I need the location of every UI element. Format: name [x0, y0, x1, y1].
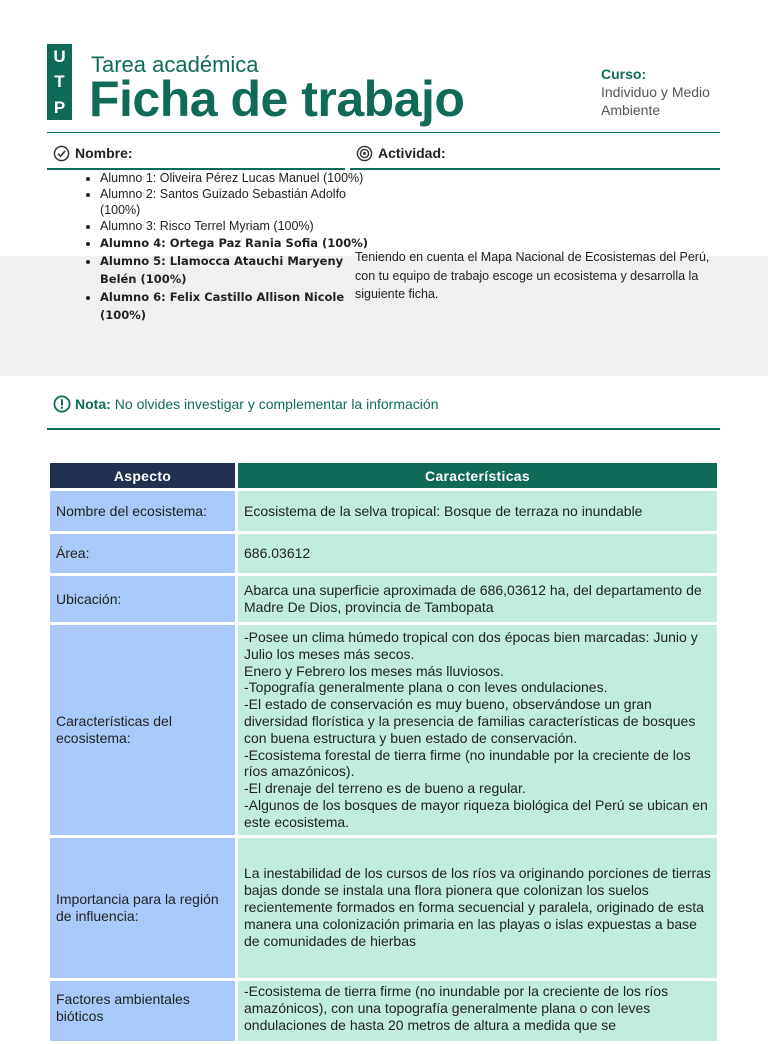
header-divider [47, 132, 720, 133]
list-item: • Alumno 1: Oliveira Pérez Lucas Manuel (100%) [100, 170, 375, 186]
exclamation-circle-icon [53, 395, 71, 413]
list-item: • Alumno 2: Santos Guizado Sebastián Adolfo (100%) [100, 186, 375, 218]
aspect-cell: Importancia para la región de influencia: [50, 838, 235, 978]
utp-logo [47, 44, 72, 120]
curso-value: Individuo y Medio Ambiente [601, 84, 710, 118]
ficha-table [47, 460, 720, 1044]
aspect-cell: Características del ecosistema: [50, 625, 235, 835]
table-header-row [50, 463, 717, 488]
document-subtitle: Tarea académica [91, 52, 259, 77]
value-cell: -Ecosistema de tierra firme (no inundable por la creciente de los ríos amazónicos), con una topografía generalmente plana o con leves ondulaciones de hasta 20 metros de altura a medida que se [238, 981, 717, 1041]
logo-letter-t: T [54, 72, 65, 92]
caracteristicas-header: Características [238, 463, 717, 488]
actividad-heading [356, 138, 446, 168]
value-cell: -Posee un clima húmedo tropical con dos épocas bien marcadas: Junio y Julio los meses más secos. Enero y Febrero los meses más lluviosos. -Topografía generalmente plana o con leves ondulaciones. -El estado de conservación es muy bueno, observándose un gran diversidad florística y la presencia de familias características de bosques con buena estructura y buen estado de conservación. -Ecosistema forestal de tierra firme (no inundable por la creciente de los ríos amazónicos). -El drenaje del terreno es de bueno a regular. -Algunos de los bosques de mayor riqueza biológica del Perú se ubican en este ecosistema. [238, 625, 717, 835]
actividad-label: Actividad: [378, 145, 446, 161]
list-item: • Alumno 4: Ortega Paz Rania Sofia (100%) [100, 234, 375, 252]
table-row [50, 576, 717, 622]
nota-line [53, 395, 438, 413]
logo-letter-p: P [53, 97, 66, 117]
aspect-cell: Factores ambientales bióticos [50, 981, 235, 1041]
table-row [50, 838, 717, 978]
logo-letter-u: U [53, 47, 66, 67]
value-cell: Ecosistema de la selva tropical: Bosque de terraza no inundable [238, 491, 717, 531]
nombre-label: Nombre: [75, 145, 133, 161]
nota-divider [47, 428, 720, 430]
document-title: Ficha de trabajo [89, 71, 465, 127]
nota-text: No olvides investigar y complementar la información [114, 396, 439, 412]
aspecto-header: Aspecto [50, 463, 235, 488]
target-icon [356, 145, 373, 162]
nombre-heading [53, 138, 133, 168]
check-circle-icon [53, 145, 70, 162]
actividad-divider [350, 168, 720, 170]
value-cell: Abarca una superficie aproximada de 686,03612 ha, del departamento de Madre De Dios, provincia de Tambopata [238, 576, 717, 622]
value-cell: La inestabilidad de los cursos de los ríos va originando porciones de tierras bajas donde se instala una flora pionera que colonizan los suelos recientemente formados en forma secuencial y paralela, originado de esta manera una colonización primaria en las playas o islas expuestas a base de comunidades de hierbas [238, 838, 717, 978]
table-row [50, 534, 717, 573]
actividad-text: Teniendo en cuenta el Mapa Nacional de Ecosistemas del Perú, con tu equipo de trabajo escoge un ecosistema y desarrolla la siguiente ficha. [355, 250, 710, 301]
table-row [50, 625, 717, 835]
table-row [50, 981, 717, 1041]
curso-label: Curso: [601, 66, 647, 82]
nota-label: Nota: [75, 396, 111, 412]
list-item: • Alumno 6: Felix Castillo Allison Nicole (100%) [100, 288, 375, 324]
aspect-cell: Ubicación: [50, 576, 235, 622]
aspect-cell: Área: [50, 534, 235, 573]
value-cell: 686.03612 [238, 534, 717, 573]
table-row [50, 491, 717, 531]
list-item: • Alumno 3: Risco Terrel Myriam (100%) [100, 218, 375, 234]
list-item: • Alumno 5: Llamocca Atauchi Maryeny Belén (100%) [100, 252, 375, 288]
student-list [70, 170, 375, 324]
aspect-cell: Nombre del ecosistema: [50, 491, 235, 531]
